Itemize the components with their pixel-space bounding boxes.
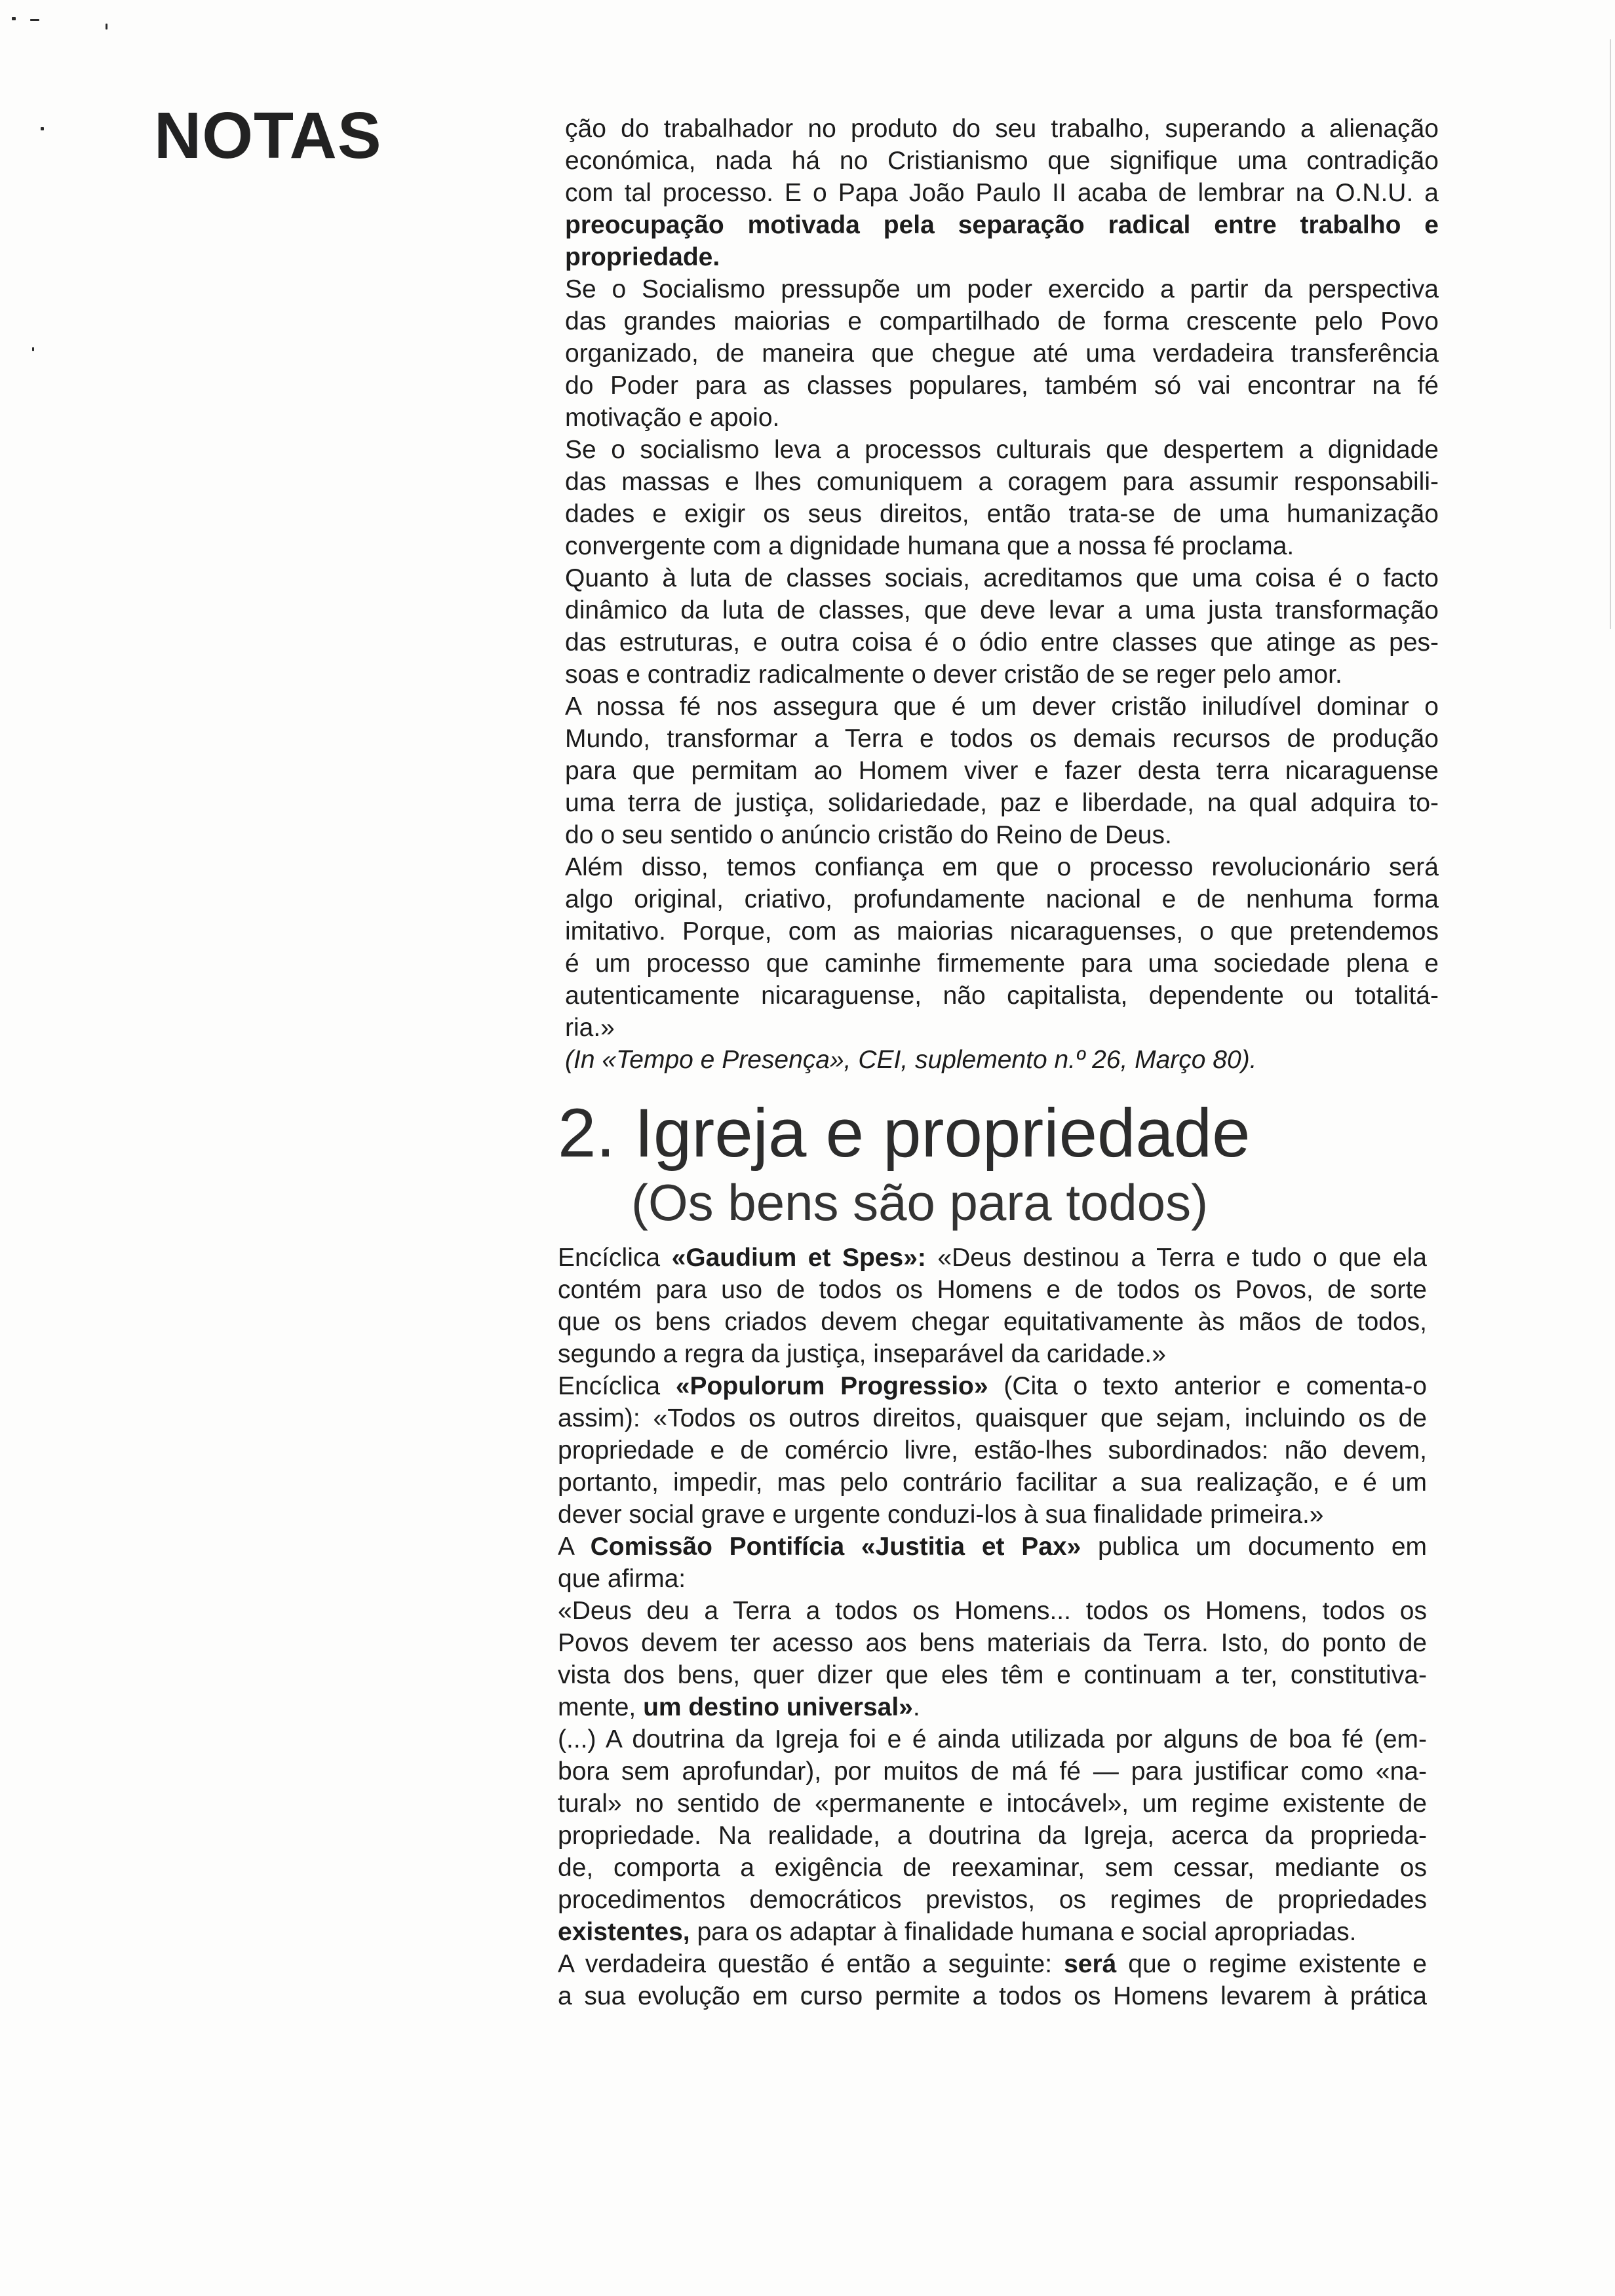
text-run: para os adaptar à finalidade humana e social apropriadas.: [690, 1918, 1357, 1946]
bold-text-run: «Gaudium et Spes»:: [671, 1244, 926, 1272]
text-line: autenticamente nicaraguense, não capitalista, dependente ou totalitá-: [565, 982, 1439, 1010]
text-line: [558, 1531, 1427, 1563]
text-run: A verdadeira questão é então a seguinte:: [558, 1950, 1064, 1978]
text-line: [565, 241, 1439, 273]
paragraph: [558, 1948, 1427, 2012]
text-line: que os bens criados devem chegar equitativamente às mãos de todos,: [558, 1308, 1427, 1336]
text-line: do o seu sentido o anúncio cristão do Reino de Deus.: [565, 821, 1172, 849]
bold-text-run: um destino universal»: [643, 1693, 913, 1721]
bold-text-run: existentes,: [558, 1918, 690, 1946]
paragraph: [565, 562, 1439, 691]
text-line: [558, 1916, 1427, 1948]
text-line: soas e contradiz radicalmente o dever cristão de se reger pelo amor.: [565, 660, 1342, 689]
text-line: uma terra de justiça, solidariedade, paz e liberdade, na qual adquira to-: [565, 789, 1439, 817]
text-line: do Poder para as classes populares, também só vai encontrar na fé: [565, 372, 1439, 400]
text-line: algo original, criativo, profundamente nacional e de nenhuma forma: [565, 885, 1439, 913]
bold-text-run: propriedade.: [565, 243, 720, 271]
text-line: [558, 1948, 1427, 1980]
text-run: A: [558, 1533, 591, 1561]
text-line: procedimentos democráticos previstos, os regimes de propriedades: [558, 1886, 1427, 1914]
scan-speck: [106, 24, 107, 29]
paragraph: [565, 851, 1439, 1044]
scan-edge-line: [1610, 39, 1611, 629]
paragraph: [565, 1044, 1439, 1076]
text-line: ria.»: [565, 1014, 615, 1042]
text-line: Quanto à luta de classes sociais, acreditamos que uma coisa é o facto: [565, 564, 1439, 592]
text-run: mente,: [558, 1693, 644, 1721]
text-line: das massas e lhes comuniquem a coragem para assumir responsabili-: [565, 468, 1439, 496]
text-line: [565, 1044, 1439, 1076]
text-run: (Cita o texto anterior e comenta-o: [988, 1372, 1427, 1400]
text-line: contém para uso de todos os Homens e de todos os Povos, de sorte: [558, 1276, 1427, 1304]
scan-speck: [41, 127, 44, 130]
text-line: Se o socialismo leva a processos culturais que despertem a dignidade: [565, 436, 1439, 464]
text-line: propriedade e de comércio livre, estão-lhes subordinados: não devem,: [558, 1436, 1427, 1464]
text-line: das grandes maiorias e compartilhado de forma crescente pelo Povo: [565, 307, 1439, 335]
text-line: com tal processo. E o Papa João Paulo II acaba de lembrar na O.N.U. a: [565, 179, 1439, 207]
text-line: económica, nada há no Cristianismo que signifique uma contradição: [565, 147, 1439, 175]
bold-text-run: Comissão Pontifícia «Justitia et Pax»: [590, 1533, 1081, 1561]
text-run: Encíclica: [558, 1372, 676, 1400]
paragraph: [558, 1595, 1427, 1723]
notes-side-label: NOTAS: [154, 99, 382, 172]
text-line: que afirma:: [558, 1565, 686, 1593]
section-2-text-column: [558, 1242, 1427, 2012]
text-line: de, comporta a exigência de reexaminar, sem cessar, mediante os: [558, 1854, 1427, 1882]
section-1-text-column: [565, 113, 1439, 1076]
text-line: imitativo. Porque, com as maiorias nicaraguenses, o que pretendemos: [565, 917, 1439, 946]
bold-text-run: «Populorum Progressio»: [675, 1372, 988, 1400]
paragraph: [558, 1242, 1427, 1370]
text-line: Mundo, transformar a Terra e todos os demais recursos de produção: [565, 725, 1439, 753]
scan-speck: [32, 347, 34, 351]
section-2-subheading: (Os bens são para todos): [631, 1174, 1209, 1231]
text-line: Se o Socialismo pressupõe um poder exercido a partir da perspectiva: [565, 275, 1439, 303]
text-line: Povos devem ter acesso aos bens materiais da Terra. Isto, do ponto de: [558, 1629, 1427, 1657]
text-line: A nossa fé nos assegura que é um dever cristão iniludível dominar o: [565, 693, 1439, 721]
text-line: vista dos bens, quer dizer que eles têm e continuam a ter, constitutiva-: [558, 1661, 1427, 1689]
text-line: bora sem aprofundar), por muitos de má fé — para justificar como «na-: [558, 1757, 1427, 1786]
paragraph: [565, 113, 1439, 273]
text-line: Além disso, temos confiança em que o processo revolucionário será: [565, 853, 1439, 881]
text-line: a sua evolução em curso permite a todos os Homens levarem à prática: [558, 1982, 1427, 2010]
paragraph: [565, 691, 1439, 851]
paragraph: [565, 434, 1439, 562]
text-line: (...) A doutrina da Igreja foi e é ainda utilizada por alguns de boa fé (em-: [558, 1725, 1427, 1753]
scan-speck: [12, 17, 16, 20]
text-run: que o regime existente e: [1116, 1950, 1427, 1978]
text-run: Encíclica: [558, 1244, 672, 1272]
paragraph: [558, 1370, 1427, 1531]
paragraph: [558, 1531, 1427, 1595]
text-line: dever social grave e urgente conduzi-los à sua finalidade primeira.»: [558, 1501, 1324, 1529]
text-line: assim): «Todos os outros direitos, quaisquer que sejam, incluindo os de: [558, 1404, 1427, 1432]
text-line: «Deus deu a Terra a todos os Homens... todos os Homens, todos os: [558, 1597, 1427, 1625]
text-run: publica um documento em: [1081, 1533, 1427, 1561]
text-line: motivação e apoio.: [565, 404, 780, 432]
text-line: ção do trabalhador no produto do seu trabalho, superando a alienação: [565, 115, 1439, 143]
paragraph: [565, 273, 1439, 434]
bold-text-run: preocupação motivada pela separação radical entre trabalho e: [565, 211, 1439, 239]
text-line: portanto, impedir, mas pelo contrário facilitar a sua realização, e é um: [558, 1468, 1427, 1497]
text-run: .: [912, 1693, 920, 1721]
paragraph: [558, 1723, 1427, 1948]
scan-speck: [30, 19, 39, 21]
text-line: [558, 1691, 1427, 1723]
italic-citation-run: (In «Tempo e Presença», CEI, suplemento n.º 26, Março 80).: [565, 1046, 1257, 1074]
text-line: dades e exigir os seus direitos, então trata-se de uma humanização: [565, 500, 1439, 528]
text-line: das estruturas, e outra coisa é o ódio entre classes que atinge as pes-: [565, 628, 1439, 657]
text-line: propriedade. Na realidade, a doutrina da Igreja, acerca da proprieda-: [558, 1822, 1427, 1850]
bold-text-run: será: [1064, 1950, 1117, 1978]
text-line: [558, 1370, 1427, 1402]
text-run: «Deus destinou a Terra e tudo o que ela: [925, 1244, 1427, 1272]
section-2-heading: 2. Igreja e propriedade: [558, 1095, 1251, 1172]
text-line: para que permitam ao Homem viver e fazer desta terra nicaraguense: [565, 757, 1439, 785]
text-line: tural» no sentido de «permanente e intocável», um regime existente de: [558, 1789, 1427, 1818]
text-line: é um processo que caminhe firmemente para uma sociedade plena e: [565, 949, 1439, 978]
text-line: dinâmico da luta de classes, que deve levar a uma justa transformação: [565, 596, 1439, 624]
text-line: [565, 209, 1439, 241]
text-line: [558, 1242, 1427, 1274]
text-line: convergente com a dignidade humana que a nossa fé proclama.: [565, 532, 1294, 560]
text-line: organizado, de maneira que chegue até uma verdadeira transferência: [565, 339, 1439, 368]
text-line: segundo a regra da justiça, inseparável da caridade.»: [558, 1340, 1166, 1368]
